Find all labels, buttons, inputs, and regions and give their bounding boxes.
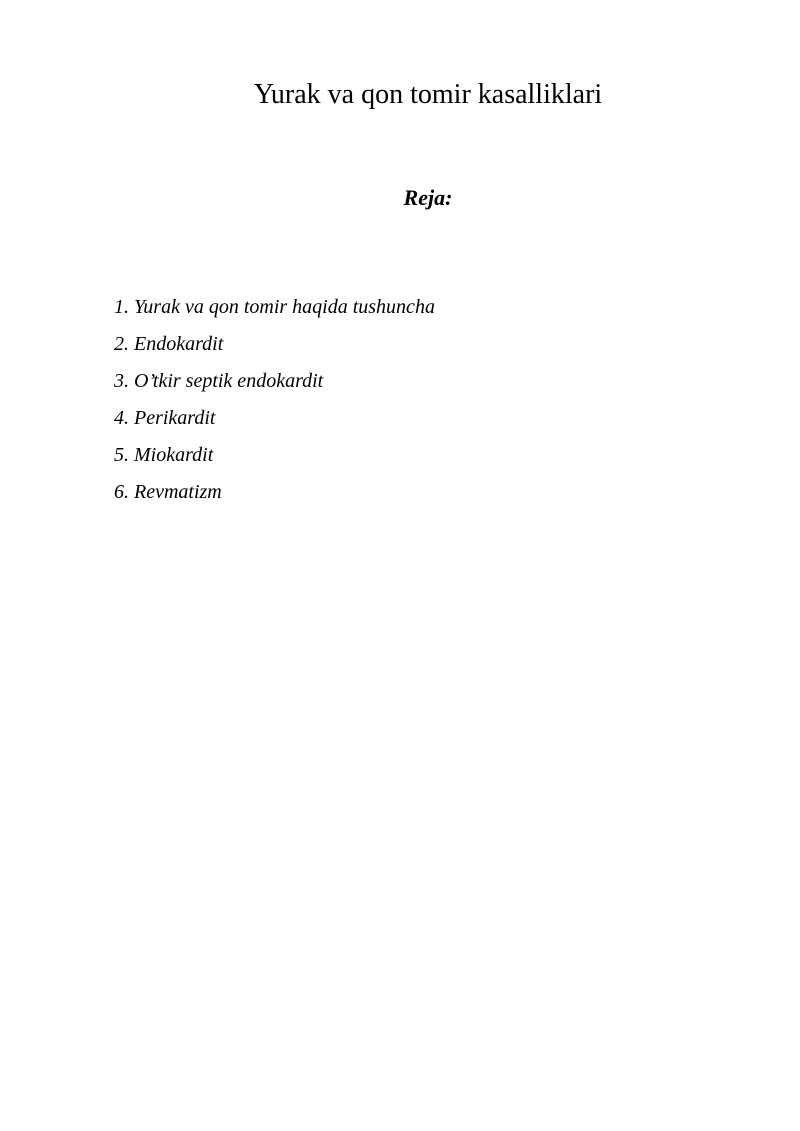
list-item-number: 6. <box>114 481 129 503</box>
list-item-text: O’tkir septik endokardit <box>134 370 324 392</box>
list-item <box>114 406 435 443</box>
list-item-number: 2. <box>114 333 129 355</box>
list-item <box>114 443 435 480</box>
list-item-number: 5. <box>114 444 129 466</box>
plan-list <box>114 295 435 517</box>
list-item-text: Miokardit <box>134 444 214 466</box>
list-item-text: Yurak va qon tomir haqida tushuncha <box>134 296 435 318</box>
list-item-number: 1. <box>114 296 129 318</box>
plan-heading: Reja: <box>403 185 453 210</box>
list-item <box>114 369 435 406</box>
list-item-text: Perikardit <box>134 407 216 429</box>
list-item-number: 4. <box>114 407 129 429</box>
list-item <box>114 332 435 369</box>
list-item-number: 3. <box>114 370 129 392</box>
list-item-text: Revmatizm <box>134 481 222 503</box>
list-item <box>114 480 435 517</box>
list-item <box>114 295 435 332</box>
list-item-text: Endokardit <box>134 333 224 355</box>
document-title: Yurak va qon tomir kasalliklari <box>253 79 603 110</box>
